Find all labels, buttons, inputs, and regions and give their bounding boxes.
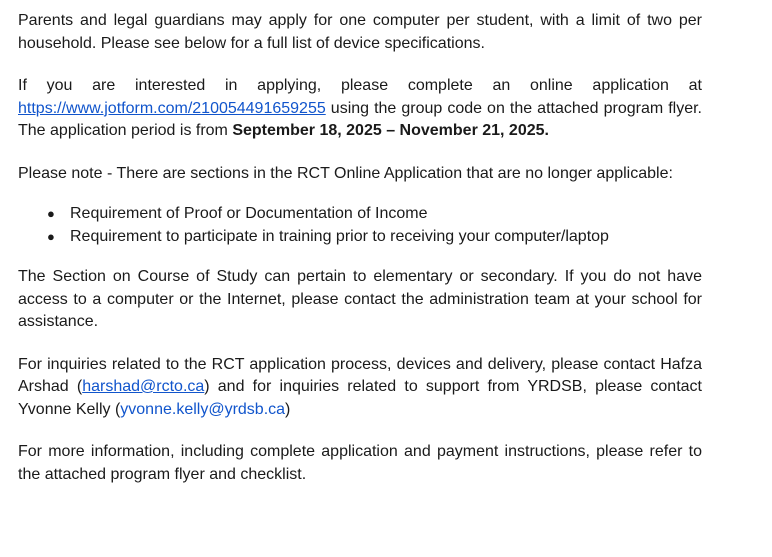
document-body xyxy=(18,10,702,506)
course-of-study-text: The Section on Course of Study can pertain to elementary or secondary. If you do not have access to a computer or the Internet, please contact the administration team at your school for assistance. xyxy=(18,268,702,330)
application-intro-text: If you are interested in applying, please complete an online application at xyxy=(18,77,702,94)
rct-email-link[interactable]: harshad@rcto.ca xyxy=(82,378,205,395)
list-item-text: Requirement of Proof or Documentation of Income xyxy=(70,205,428,222)
list-item xyxy=(47,225,702,248)
bullet-icon: ● xyxy=(47,229,55,244)
application-period: September 18, 2025 – November 21, 2025. xyxy=(232,122,549,139)
more-info-text: For more information, including complete application and payment instructions, please refer to the attached program flyer and checklist. xyxy=(18,443,702,483)
bullet-icon: ● xyxy=(47,206,55,221)
list-item-text: Requirement to participate in training prior to receiving your computer/laptop xyxy=(70,228,609,245)
contacts-paragraph xyxy=(18,354,702,422)
application-form-link[interactable]: https://www.jotform.com/210054491659255 xyxy=(18,99,326,117)
note-paragraph xyxy=(18,163,702,186)
more-info-paragraph xyxy=(18,441,702,486)
contacts-text-part1: For inquiries related to the RCT application process, devices and delivery, please contact Hafza Arshad ( xyxy=(18,355,702,395)
application-paragraph xyxy=(18,75,702,143)
not-applicable-list xyxy=(18,202,702,248)
yrdsb-email-link[interactable]: yvonne.kelly@yrdsb.ca xyxy=(120,400,286,418)
eligibility-paragraph xyxy=(18,10,702,55)
list-item xyxy=(47,202,702,225)
note-text: Please note - There are sections in the RCT Online Application that are no longer applicable: xyxy=(18,164,673,182)
application-instructions-text: using the group code on the attached program flyer. The application period is from xyxy=(18,99,702,139)
contacts-text-part2: ) and for inquiries related to support from YRDSB, please contact Yvonne Kelly ( xyxy=(18,378,702,418)
contacts-text-part3: ) xyxy=(285,400,291,418)
eligibility-text: Parents and legal guardians may apply for one computer per student, with a limit of two per household. Please see below for a full list of device specifications. xyxy=(18,12,702,52)
course-of-study-paragraph xyxy=(18,266,702,334)
